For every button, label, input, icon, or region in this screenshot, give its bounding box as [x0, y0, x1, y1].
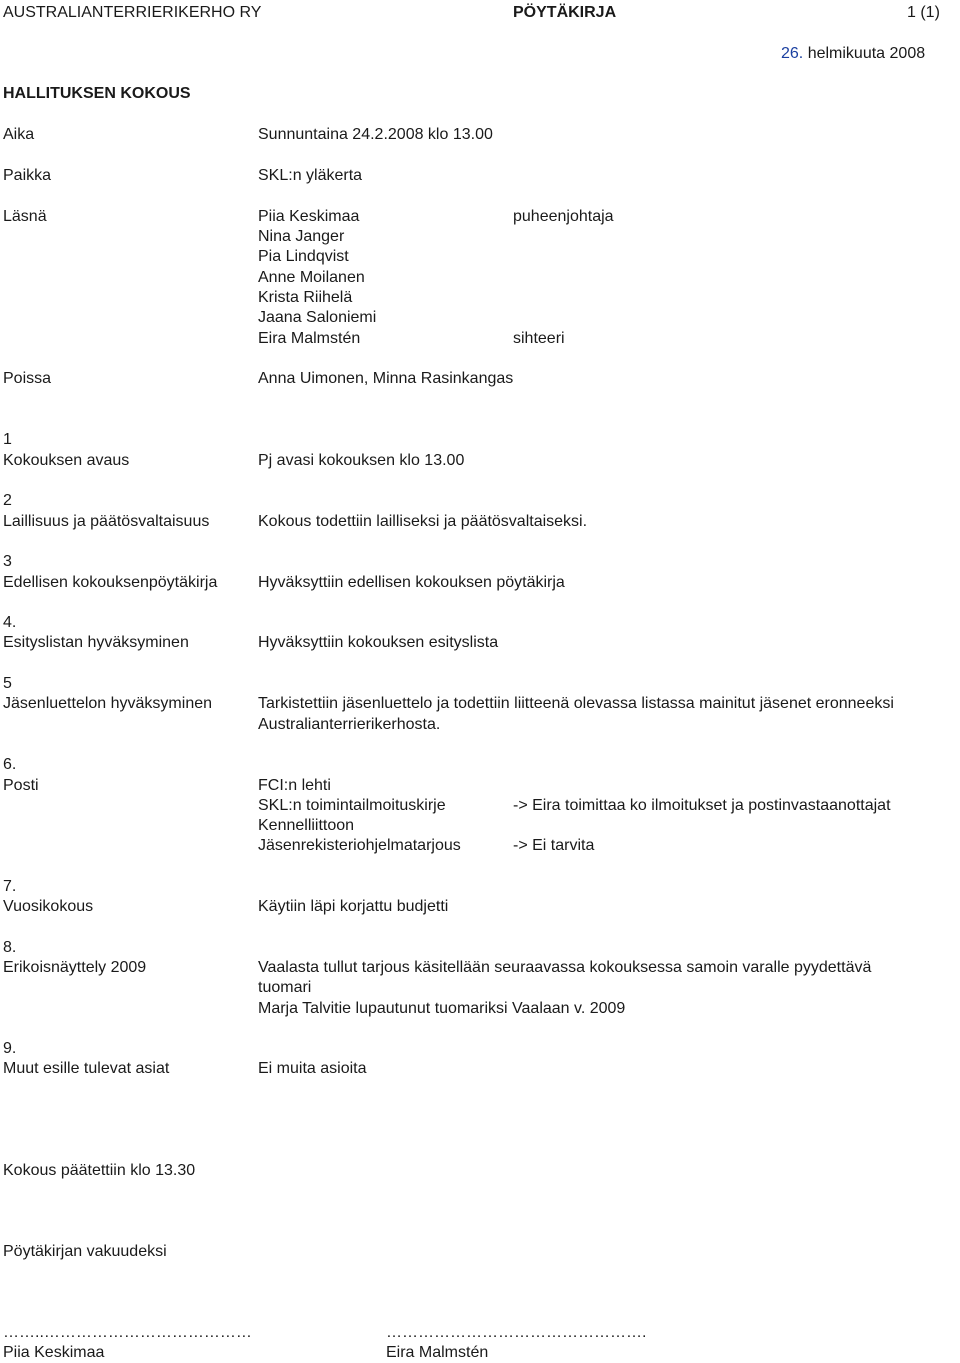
item-title: Vuosikokous — [3, 898, 94, 915]
date-day: 26. — [781, 45, 804, 62]
item-text: Käytiin läpi korjattu budjetti — [258, 898, 449, 915]
item-title: Laillisuus ja päätösvaltaisuus — [3, 513, 210, 530]
document-type: PÖYTÄKIRJA — [513, 4, 617, 21]
item-title: Kokouksen avaus — [3, 452, 130, 469]
meeting-title: HALLITUKSEN KOKOUS — [3, 85, 191, 102]
item-number: 7. — [3, 878, 17, 895]
item-number: 1 — [3, 431, 12, 448]
signature-line: ……..………………………………… — [3, 1324, 252, 1341]
attendee-name: Nina Janger — [258, 228, 345, 245]
signature-line: …………………………………………. — [386, 1324, 647, 1341]
place-value: SKL:n yläkerta — [258, 167, 363, 184]
item-text: Hyväksyttiin edellisen kokouksen pöytäkirja — [258, 574, 565, 591]
place-label: Paikka — [3, 167, 52, 184]
item-text: Tarkistettiin jäsenluettelo ja todettiin liitteenä olevassa listassa mainitut jäsenet eronneeksi — [258, 695, 894, 712]
item-text: Jäsenrekisteriohjelmatarjous — [258, 837, 461, 854]
item-title: Jäsenluettelon hyväksyminen — [3, 695, 213, 712]
organization-name: AUSTRALIANTERRIERIKERHO RY — [3, 4, 262, 21]
item-number: 5 — [3, 675, 12, 692]
item-text: Australianterrierikerhosta. — [258, 716, 441, 733]
item-number: 8. — [3, 939, 17, 956]
attendee-name: Jaana Saloniemi — [258, 309, 377, 326]
item-text: tuomari — [258, 979, 312, 996]
present-label: Läsnä — [3, 208, 47, 225]
page-number: 1 (1) — [907, 4, 940, 21]
signatory-name: Piia Keskimaa — [3, 1344, 105, 1361]
item-text: SKL:n toimintailmoituskirje — [258, 797, 446, 814]
item-title: Posti — [3, 777, 39, 794]
item-title: Erikoisnäyttely 2009 — [3, 959, 147, 976]
item-title: Edellisen kokouksenpöytäkirja — [3, 574, 218, 591]
date-rest: helmikuuta 2008 — [803, 45, 926, 62]
item-title: Muut esille tulevat asiat — [3, 1060, 170, 1077]
absent-value: Anna Uimonen, Minna Rasinkangas — [258, 370, 514, 387]
item-text: Hyväksyttiin kokouksen esityslista — [258, 634, 499, 651]
attendee-name: Anne Moilanen — [258, 269, 365, 286]
item-text: FCI:n lehti — [258, 777, 331, 794]
attestation-text: Pöytäkirjan vakuudeksi — [3, 1243, 167, 1260]
attendee-name: Krista Riihelä — [258, 289, 353, 306]
attendee-name: Pia Lindqvist — [258, 248, 349, 265]
absent-label: Poissa — [3, 370, 52, 387]
document-date — [781, 44, 925, 64]
item-text: Kokous todettiin lailliseksi ja päätösvaltaiseksi. — [258, 513, 588, 530]
item-text: Pj avasi kokouksen klo 13.00 — [258, 452, 465, 469]
time-value: Sunnuntaina 24.2.2008 klo 13.00 — [258, 126, 493, 143]
attendee-role: puheenjohtaja — [513, 208, 614, 225]
attendee-name: Piia Keskimaa — [258, 208, 360, 225]
item-text: Kennelliittoon — [258, 817, 355, 834]
item-number: 9. — [3, 1040, 17, 1057]
signatory-name: Eira Malmstén — [386, 1344, 489, 1361]
item-number: 3 — [3, 553, 12, 570]
closing-text: Kokous päätettiin klo 13.30 — [3, 1162, 196, 1179]
item-number: 6. — [3, 756, 17, 773]
item-note: -> Ei tarvita — [513, 837, 595, 854]
item-text: Ei muita asioita — [258, 1060, 367, 1077]
item-note: -> Eira toimittaa ko ilmoitukset ja postinvastaanottajat — [513, 797, 891, 814]
attendee-name: Eira Malmstén — [258, 330, 361, 347]
attendee-role: sihteeri — [513, 330, 565, 347]
item-text: Marja Talvitie lupautunut tuomariksi Vaalaan v. 2009 — [258, 1000, 626, 1017]
item-title: Esityslistan hyväksyminen — [3, 634, 189, 651]
time-label: Aika — [3, 126, 35, 143]
item-text: Vaalasta tullut tarjous käsitellään seuraavassa kokouksessa samoin varalle pyydettävä — [258, 959, 872, 976]
item-number: 2 — [3, 492, 12, 509]
item-number: 4. — [3, 614, 17, 631]
